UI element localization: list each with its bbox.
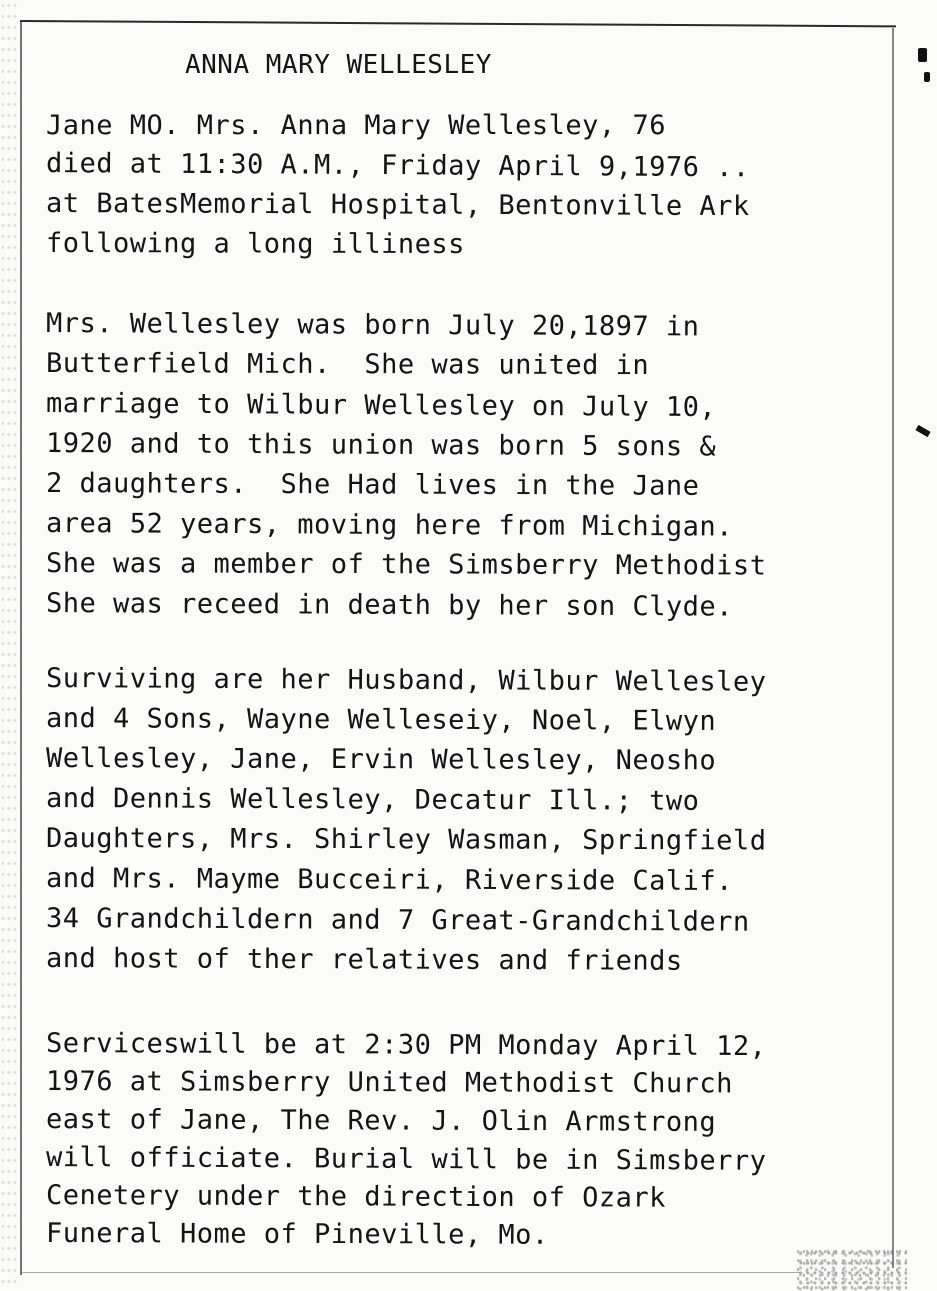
scan-edge-noise [0, 0, 18, 1291]
paragraph-2-line: 1920 and to this union was born 5 sons & [45, 428, 717, 463]
paragraph-2-line: Butterfield Mich. She was united in [45, 348, 650, 382]
paragraph-4-line: Funeral Home of Pineville, Mo. [45, 1218, 549, 1251]
paragraph-1-line: following a long illiness [45, 228, 465, 261]
paragraph-2-line: 2 daughters. She Had lives in the Jane [45, 468, 700, 502]
paragraph-2-line: Mrs. Wellesley was born July 20,1897 in [45, 308, 700, 343]
paragraph-1-line: Jane MO. Mrs. Anna Mary Wellesley, 76 [46, 110, 666, 141]
paragraph-3-line: Wellesley, Jane, Ervin Wellesley, Neosho [45, 743, 717, 777]
paragraph-4-line: 1976 at Simsberry United Methodist Church [45, 1066, 734, 1100]
paragraph-4-line: will officiate. Burial will be in Simsberry [45, 1142, 767, 1177]
paragraph-3-line: and Mrs. Mayme Bucceiri, Riverside Calif. [45, 863, 734, 897]
clipping-border-bottom [20, 1272, 800, 1273]
clipping-border-right [892, 28, 894, 1268]
paragraph-1-line: at BatesMemorial Hospital, Bentonville Ark [45, 188, 750, 223]
clipping-border-top [20, 20, 896, 27]
stray-mark [915, 425, 930, 437]
paragraph-2-line: She was receed in death by her son Clyde. [45, 588, 734, 623]
paragraph-2-line: marriage to Wilbur Wellesley on July 10, [45, 388, 717, 424]
stray-mark [918, 48, 927, 62]
paragraph-4-line: Serviceswill be at 2:30 PM Monday April 12, [45, 1028, 767, 1063]
paragraph-3-line: Daughters, Mrs. Shirley Wasman, Springfield [45, 823, 767, 857]
paragraph-3-line: and 4 Sons, Wayne Welleseiy, Noel, Elwyn [45, 703, 717, 737]
paragraph-4-line: east of Jane, The Rev. J. Olin Armstrong [45, 1104, 717, 1138]
stray-mark [924, 72, 930, 82]
obituary-title: ANNA MARY WELLESLEY [185, 50, 492, 80]
paragraph-3-line: and Dennis Wellesley, Decatur Ill.; two [45, 783, 700, 817]
clipping-border-left [20, 20, 22, 1275]
paragraph-2-line: area 52 years, moving here from Michigan. [45, 508, 734, 543]
paragraph-3-line: Surviving are her Husband, Wilbur Wellesley [45, 663, 767, 698]
paragraph-3-line: 34 Grandchildern and 7 Great-Grandchildern [45, 903, 750, 938]
paragraph-1-line: died at 11:30 A.M., Friday April 9,1976 .. [45, 148, 750, 184]
scan-noise [797, 1249, 907, 1291]
paragraph-3-line: and host of ther relatives and friends [45, 943, 683, 977]
paragraph-4-line: Cenetery under the direction of Ozark [45, 1180, 667, 1214]
paragraph-2-line: She was a member of the Simsberry Methodist [45, 548, 767, 582]
